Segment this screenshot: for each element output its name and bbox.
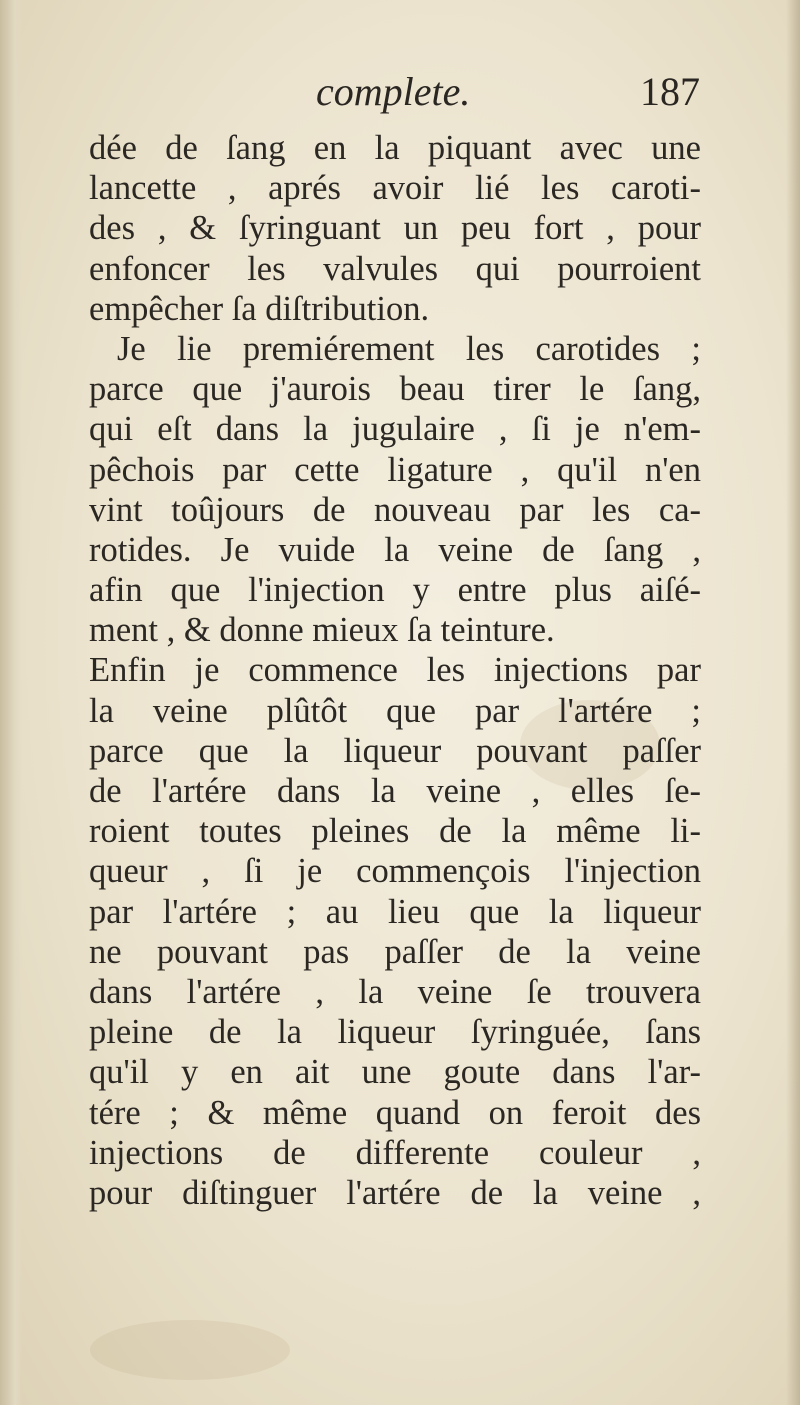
text-line: rotides. Je vuide la veine de ſang , bbox=[89, 530, 701, 569]
text-line: empêcher ſa diſtribution. bbox=[89, 289, 430, 328]
paper-stain bbox=[90, 1320, 290, 1380]
page-gutter-shadow bbox=[0, 0, 22, 1405]
text-line: Enfin je commence les injections par bbox=[89, 651, 701, 690]
text-line: pêchois par cette ligature , qu'il n'en bbox=[89, 450, 701, 489]
text-line: Je lie premiérement les carotides ; bbox=[117, 329, 701, 368]
text-line: parce que j'aurois beau tirer le ſang, bbox=[89, 370, 701, 409]
text-line: tére ; & même quand on feroit des bbox=[89, 1093, 701, 1132]
text-line: vint toûjours de nouveau par les ca- bbox=[89, 490, 701, 529]
text-line: queur , ſi je commençois l'injection bbox=[89, 852, 701, 891]
text-line: pour diſtinguer l'artére de la veine , bbox=[89, 1173, 701, 1212]
page-edge-shadow bbox=[786, 0, 800, 1405]
text-line: dans l'artére , la veine ſe trouvera bbox=[89, 972, 701, 1011]
body-text bbox=[89, 128, 701, 1213]
text-line: par l'artére ; au lieu que la liqueur bbox=[89, 892, 701, 931]
page-number: 187 bbox=[640, 69, 700, 114]
text-line: ne pouvant pas paſſer de la veine bbox=[89, 932, 701, 971]
text-line: enfoncer les valvules qui pourroient bbox=[89, 249, 701, 288]
text-line: roient toutes pleines de la même li- bbox=[89, 812, 701, 851]
text-line: la veine plûtôt que par l'artére ; bbox=[89, 691, 701, 730]
text-line: ment , & donne mieux ſa teinture. bbox=[89, 611, 555, 650]
text-line: afin que l'injection y entre plus aiſé- bbox=[89, 571, 701, 610]
page-header bbox=[88, 68, 708, 122]
running-title: complete. bbox=[316, 69, 471, 114]
text-line: qui eſt dans la jugulaire , ſi je n'em- bbox=[89, 410, 701, 449]
text-line: des , & ſyringuant un peu fort , pour bbox=[89, 209, 701, 248]
text-line: lancette , aprés avoir lié les caroti- bbox=[89, 169, 701, 208]
text-line: qu'il y en ait une goute dans l'ar- bbox=[89, 1053, 701, 1092]
text-line: injections de differente couleur , bbox=[89, 1133, 701, 1172]
text-line: de l'artére dans la veine , elles ſe- bbox=[89, 772, 701, 810]
text-line: pleine de la liqueur ſyringuée, ſans bbox=[89, 1013, 701, 1052]
text-line: dée de ſang en la piquant avec une bbox=[89, 129, 701, 167]
text-line: parce que la liqueur pouvant paſſer bbox=[89, 731, 701, 770]
